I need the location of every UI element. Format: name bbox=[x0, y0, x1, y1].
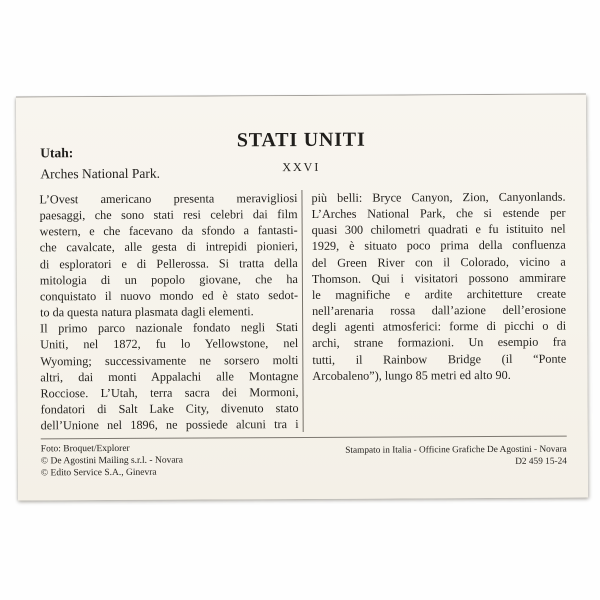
text-line: le magnifiche e ardite architetture create bbox=[311, 286, 567, 302]
body-left-column bbox=[39, 190, 298, 434]
text-line: del Green River con il Colorado, vicino a bbox=[311, 254, 566, 270]
text-line: conquistato il nuovo mondo ed è stato sedot- bbox=[39, 287, 299, 304]
text-line: to da questa natura plasmata dagli elementi. bbox=[40, 304, 254, 320]
footer-rule bbox=[41, 436, 567, 440]
print-info bbox=[345, 442, 567, 479]
text-line: mitologia di un popolo giovane, che ha bbox=[39, 271, 298, 288]
text-line: fondatori di Salt Lake City, divenuto stato bbox=[40, 401, 299, 417]
text-line: di esploratori e di Pellerossa. Si tratta della bbox=[39, 255, 298, 271]
text-line: archi, strane formazioni. Un esempio fra bbox=[312, 335, 567, 351]
text-line: 1929, è situato poco prima della confluenza bbox=[311, 238, 566, 254]
text-line: altri, dai monti Appalachi alle Montagne bbox=[40, 368, 299, 385]
text-line: dell’Unione nel 1896, ne possiede alcuni tra i bbox=[40, 417, 299, 433]
body-columns bbox=[39, 189, 566, 434]
text-line: paesaggi, che sono stati resi celebri dai film bbox=[39, 207, 298, 223]
text-line: L’Arches National Park, che si estende per bbox=[311, 205, 566, 222]
text-line: quasi 300 chilometri quadrati e fu istituito nel bbox=[311, 221, 566, 238]
text-line: Uniti, nel 1872, fu lo Yellowstone, nel bbox=[40, 336, 299, 352]
text-line: Thomson. Qui i visitatori possono ammirare bbox=[311, 270, 566, 286]
credit-line: © Edito Service S.A., Ginevra bbox=[40, 467, 157, 478]
print-info-line: Stampato in Italia - Officine Grafiche De Agostini - Novara bbox=[345, 444, 567, 456]
text-line: nell’arenaria rossa dall’azione dell’erosione bbox=[312, 302, 567, 319]
text-line: che cavalcate, alle gesta di intrepidi pionieri, bbox=[39, 239, 298, 255]
print-code: D2 459 15-24 bbox=[515, 456, 567, 467]
text-line: Arcobaleno”), lungo 85 metri ed alto 90. bbox=[312, 367, 511, 383]
text-line: più belli: Bryce Canyon, Zion, Canyonlands. bbox=[311, 189, 566, 205]
footer bbox=[41, 442, 567, 480]
text-line: Il primo parco nazionale fondato negli Stati bbox=[40, 320, 299, 336]
body-right-column bbox=[311, 189, 566, 433]
text-line: tutti, il Rainbow Bridge (il “Ponte bbox=[312, 351, 567, 367]
text-line: Wyoming; successivamente ne sorsero molti bbox=[40, 352, 299, 368]
text-line: Rocciose. L’Utah, terra sacra dei Mormoni, bbox=[40, 384, 299, 401]
column-divider bbox=[301, 190, 304, 432]
card-region-label: Utah: bbox=[40, 145, 74, 161]
card-title: STATI UNITI bbox=[236, 128, 366, 152]
photo-credits bbox=[41, 444, 183, 480]
card-subject-label: Arches National Park. bbox=[40, 165, 160, 182]
credit-line: © De Agostini Mailing s.r.l. - Novara bbox=[40, 455, 183, 467]
postcard-back bbox=[16, 95, 588, 501]
text-line: degli agenti atmosferici: forme di picchi o di bbox=[312, 318, 567, 335]
card-series-number: XXVI bbox=[282, 159, 321, 175]
text-line: western, e che facevano da sfondo a fantasti- bbox=[39, 223, 298, 239]
credit-line: Foto: Broquet/Explorer bbox=[40, 443, 130, 455]
text-line: L’Ovest americano presenta meravigliosi bbox=[39, 191, 298, 207]
